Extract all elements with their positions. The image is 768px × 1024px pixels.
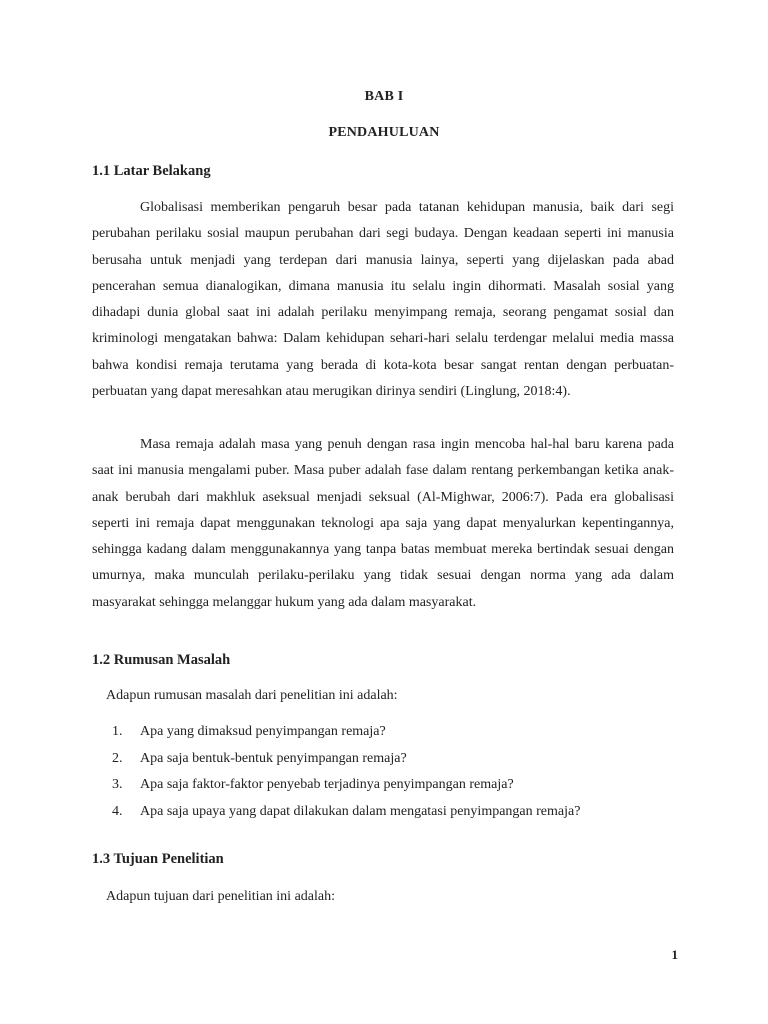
page-number: 1 xyxy=(671,947,678,962)
list-item xyxy=(112,724,580,751)
list-item-number: 3. xyxy=(112,777,123,793)
paragraph-globalisasi: Globalisasi memberikan pengaruh besar pada tatanan kehidupan manusia, baik dari segi perubahan perilaku sosial maupun perubahan dari segi budaya. Dengan keadaan seperti ini manusia berusaha untuk menjadi yang terdepan dari manusia lainya, seperti yang dijelaskan pada abad pencerahan semua dianalogikan, dimana manusia itu selalu ingin dihormati. Masalah sosial yang dihadapi dunia global saat ini adalah perilaku menyimpang remaja, seorang pengamat sosial dan kriminologi mengatakan bahwa: Dalam kehidupan sehari-hari selalu terdengar melalui media massa bahwa kondisi remaja terutama yang berada di kota-kota besar sangat rentan dengan perbuatan-perbuatan yang dapat meresahkan atau merugikan dirinya sendiri (Linglung, 2018:4). xyxy=(92,200,674,400)
list-item-number: 1. xyxy=(112,724,123,739)
list-item-number: 2. xyxy=(112,750,123,766)
chapter-number: BAB I xyxy=(364,89,404,104)
list-item-text: Apa saja upaya yang dapat dilakukan dalam mengatasi penyimpangan remaja? xyxy=(140,804,581,820)
list-item-text: Apa saja bentuk-bentuk penyimpangan remaja? xyxy=(140,750,407,766)
paragraph-masa-remaja: Masa remaja adalah masa yang penuh dengan rasa ingin mencoba hal-hal baru karena pada saat ini manusia mengalami puber. Masa puber adalah fase dalam rentang perkembangan ketika anak-anak berubah dari makhluk aseksual menjadi seksual (Al-Mighwar, 2006:7). Pada era globalisasi seperti ini remaja dapat menggunakan teknologi apa saja yang dapat menyalurkan kepentingannya, sehingga kadang dalam menggunakannya yang tanpa batas membuat mereka bertindak sesuai dengan umurnya, maka munculah perilaku-perilaku yang tidak sesuai dengan norma yang ada dalam masyarakat sehingga melanggar hukum yang ada dalam masyarakat. xyxy=(92,437,674,610)
rumusan-masalah-intro: Adapun rumusan masalah dari penelitian ini adalah: xyxy=(106,688,398,703)
chapter-title: PENDAHULUAN xyxy=(328,125,440,140)
list-item xyxy=(112,777,580,804)
section-heading-tujuan-penelitian: 1.3 Tujuan Penelitian xyxy=(92,851,224,867)
rumusan-masalah-list xyxy=(112,724,580,831)
list-item xyxy=(112,751,580,778)
list-item-number: 4. xyxy=(112,804,123,820)
list-item-text: Apa saja faktor-faktor penyebab terjadinya penyimpangan remaja? xyxy=(140,777,514,793)
list-item-text: Apa yang dimaksud penyimpangan remaja? xyxy=(140,724,386,739)
list-item xyxy=(112,804,580,831)
section-heading-latar-belakang: 1.1 Latar Belakang xyxy=(92,163,211,179)
section-heading-rumusan-masalah: 1.2 Rumusan Masalah xyxy=(92,652,231,668)
tujuan-penelitian-intro: Adapun tujuan dari penelitian ini adalah: xyxy=(106,889,335,904)
